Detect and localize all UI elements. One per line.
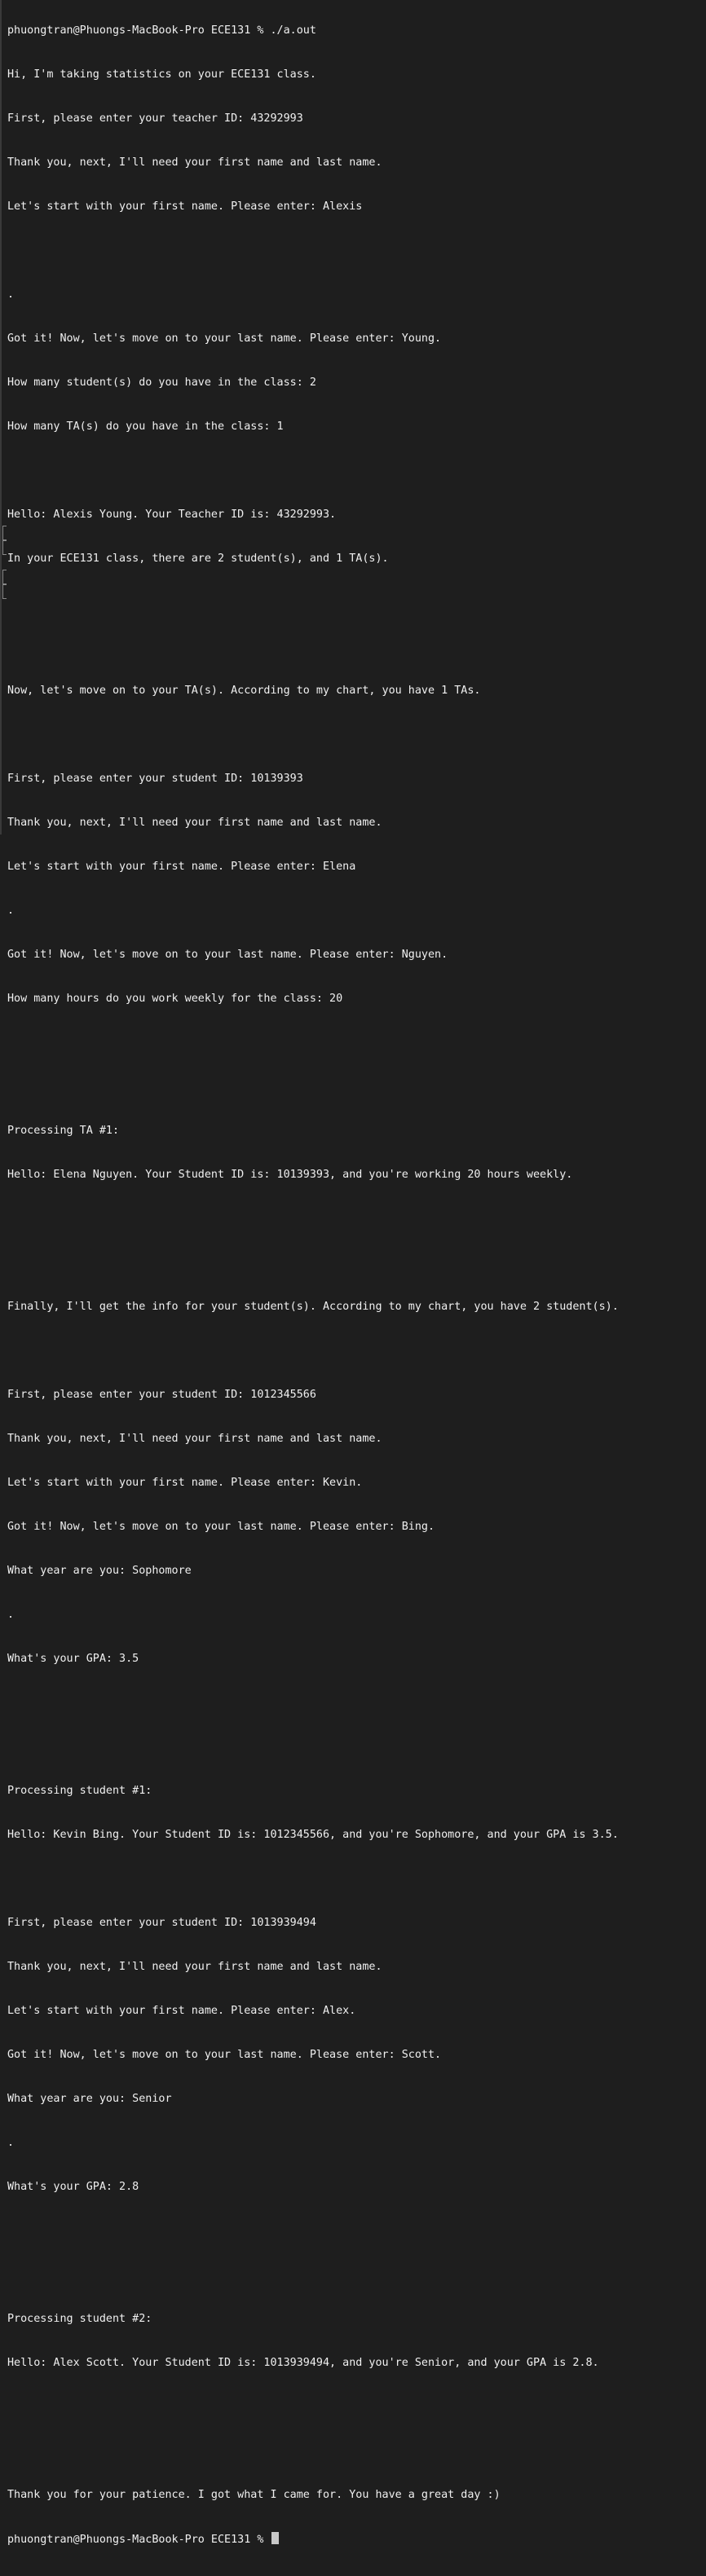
- terminal-line: [7, 2400, 700, 2415]
- terminal-line: [7, 2444, 700, 2459]
- window-edge: [0, 0, 2, 834]
- terminal-line: Thank you, next, I'll need your first name and last name.: [7, 1961, 382, 1973]
- terminal-line: Let's start with your first name. Please enter: Alex.: [7, 2005, 356, 2017]
- terminal-line: [7, 596, 700, 610]
- terminal-line: First, please enter your student ID: 10139393: [7, 773, 303, 785]
- terminal-line: [7, 464, 700, 478]
- terminal-line: [7, 728, 700, 742]
- selection-marker: [2, 540, 7, 555]
- terminal-line: Finally, I'll get the info for your student(s). According to my chart, you have 2 student(s).: [7, 1301, 619, 1313]
- terminal-line: Hi, I'm taking statistics on your ECE131 class.: [7, 68, 316, 81]
- terminal-line: .: [7, 288, 15, 301]
- terminal-line: Hello: Kevin Bing. Your Student ID is: 1012345566, and you're Sophomore, and your GPA is 3.5.: [7, 1829, 619, 1841]
- terminal-line: [7, 1256, 700, 1270]
- terminal-line: First, please enter your student ID: 1013939494: [7, 1917, 316, 1929]
- terminal-line: What's your GPA: 3.5: [7, 1653, 139, 1665]
- terminal-line: Got it! Now, let's move on to your last name. Please enter: Scott.: [7, 2049, 442, 2061]
- terminal-line: [7, 1212, 700, 1226]
- terminal-line: phuongtran@Phuongs-MacBook-Pro ECE131 % ./a.out: [7, 24, 316, 37]
- terminal-line: What year are you: Senior: [7, 2093, 172, 2105]
- terminal-line: Processing TA #1:: [7, 1125, 120, 1137]
- terminal-line: [7, 1696, 700, 1711]
- terminal-line: Thank you, next, I'll need your first name and last name.: [7, 156, 382, 169]
- terminal-line: Processing student #2:: [7, 2313, 152, 2325]
- terminal-line: [7, 1344, 700, 1358]
- terminal-line: .: [7, 2137, 15, 2149]
- terminal-line: Thank you for your patience. I got what I came for. You have a great day :): [7, 2489, 501, 2501]
- terminal-line: Let's start with your first name. Please enter: Alexis: [7, 200, 363, 213]
- selection-marker: [2, 584, 7, 599]
- terminal-line: In your ECE131 class, there are 2 student(s), and 1 TA(s).: [7, 553, 389, 565]
- terminal-line: [7, 1740, 700, 1755]
- terminal-line: Let's start with your first name. Please enter: Kevin.: [7, 1477, 363, 1489]
- prompt-text: phuongtran@Phuongs-MacBook-Pro ECE131 %: [7, 2534, 271, 2546]
- terminal-line: How many TA(s) do you have in the class: 1: [7, 421, 284, 433]
- terminal-line: [7, 640, 700, 654]
- terminal-line: Hello: Elena Nguyen. Your Student ID is: 10139393, and you're working 20 hours weekly.: [7, 1169, 573, 1181]
- terminal-line: Got it! Now, let's move on to your last name. Please enter: Nguyen.: [7, 949, 448, 961]
- text-cursor: [271, 2532, 279, 2544]
- terminal-line: .: [7, 1609, 15, 1621]
- terminal-line: How many hours do you work weekly for the class: 20: [7, 993, 343, 1005]
- terminal-line: [7, 1036, 700, 1050]
- terminal-line: Processing student #1:: [7, 1785, 152, 1797]
- terminal-line: [7, 2268, 700, 2283]
- terminal-line: .: [7, 905, 15, 917]
- terminal-line: Hello: Alex Scott. Your Student ID is: 1013939494, and you're Senior, and your GPA is 2.8.: [7, 2357, 599, 2369]
- selection-marker: [2, 570, 7, 584]
- terminal-line: How many student(s) do you have in the class: 2: [7, 376, 316, 389]
- terminal-line: Got it! Now, let's move on to your last name. Please enter: Bing.: [7, 1521, 435, 1533]
- prompt-line[interactable]: [7, 2532, 700, 2547]
- terminal-line: What year are you: Sophomore: [7, 1565, 192, 1577]
- terminal-line: [7, 2224, 700, 2239]
- terminal-line: Got it! Now, let's move on to your last name. Please enter: Young.: [7, 332, 442, 345]
- terminal-output[interactable]: [7, 0, 700, 2576]
- terminal-line: What's your GPA: 2.8: [7, 2181, 139, 2193]
- terminal-line: [7, 244, 700, 258]
- terminal-line: First, please enter your student ID: 1012345566: [7, 1389, 316, 1401]
- terminal-line: [7, 1080, 700, 1094]
- terminal-line: Thank you, next, I'll need your first name and last name.: [7, 1433, 382, 1445]
- selection-marker: [2, 526, 7, 540]
- terminal-line: Let's start with your first name. Please enter: Elena: [7, 861, 356, 873]
- terminal-line: Hello: Alexis Young. Your Teacher ID is: 43292993.: [7, 509, 337, 521]
- terminal-line: [7, 1872, 700, 1887]
- terminal-line: First, please enter your teacher ID: 43292993: [7, 112, 303, 125]
- terminal-line: Thank you, next, I'll need your first name and last name.: [7, 817, 382, 829]
- terminal-line: Now, let's move on to your TA(s). According to my chart, you have 1 TAs.: [7, 685, 481, 697]
